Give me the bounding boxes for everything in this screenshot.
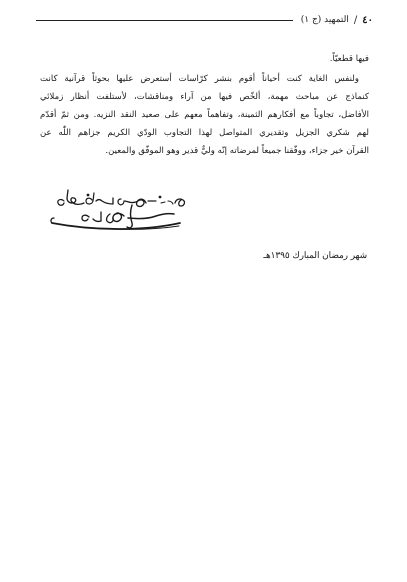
running-title: التمهيد (ج ١) — [300, 15, 349, 25]
text-line: القرآن خير جزاء، ووفّقنا جميعاً لمرضاته إنّه وليٌّ قدير وهو الموفّق والمعين. — [105, 146, 369, 156]
page-number: ٤٠ — [362, 14, 373, 26]
text-line: فيها قطعيّاً. — [329, 54, 369, 64]
paragraph — [40, 50, 369, 68]
text-line: ولنفس الغاية كنت أحياناً أقوم بنشر كرّاسات أستعرض عليها بحوثاً قرآنية كانت — [40, 74, 359, 84]
running-header — [36, 12, 373, 28]
body-text — [40, 50, 369, 160]
header-rule — [36, 20, 293, 21]
text-line: الأفاضل، تجاوباً مع أفكارهم الثمينة، وتفاهماً معهم على صعيد النقد النزيه. ومن ثمّ أقدّم — [40, 110, 369, 120]
paragraph — [40, 70, 369, 160]
text-line: لهم شكري الجزيل وتقديري المتواصل لهذا التجاوب الودّي الكريم جزاهم اللّٰه عن — [40, 128, 369, 138]
signature-date: شهر رمضان المبارك ١٣٩٥هـ — [263, 251, 367, 261]
text-line: كنماذج عن مباحث مهمة، ألخّص فيها من آراء ومناقشات، لأستلفت أنظار زملائي — [40, 92, 369, 102]
header-separator: / — [353, 14, 358, 26]
